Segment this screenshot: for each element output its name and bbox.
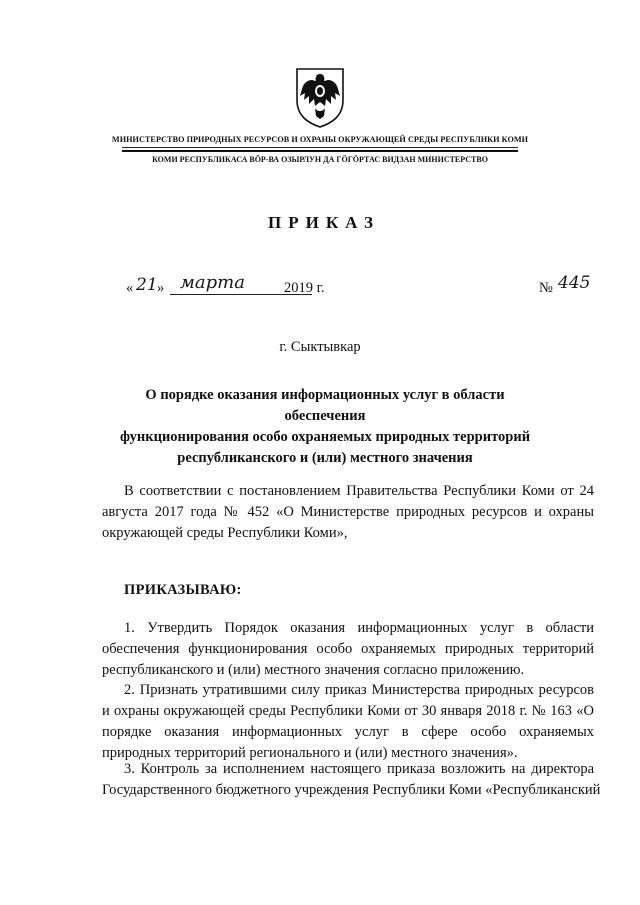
order-title-line: республиканского и (или) местного значения bbox=[177, 450, 473, 466]
number-label: № bbox=[539, 280, 553, 296]
document-year: 2019 г. bbox=[284, 280, 325, 296]
order-item-2 bbox=[102, 680, 594, 764]
quote-close: » bbox=[157, 280, 165, 296]
paragraph-line: Государственного бюджетного учреждения Республики Коми «Республиканский bbox=[102, 782, 601, 798]
date-number-line bbox=[126, 272, 596, 302]
paragraph-line: обеспечения функционирования особо охраняемых природных территорий bbox=[102, 641, 594, 657]
order-item-1 bbox=[102, 618, 594, 681]
paragraph-line: природных территорий регионального и (или) местного значения». bbox=[102, 745, 518, 761]
ministry-name-russian: МИНИСТЕРСТВО ПРИРОДНЫХ РЕСУРСОВ И ОХРАНЫ ОКРУЖАЮЩЕЙ СРЕДЫ РЕСПУБЛИКИ КОМИ bbox=[111, 135, 529, 144]
paragraph-line: порядке оказания информационных услуг в сфере особо охраняемых bbox=[102, 724, 594, 740]
paragraph-line: В соответствии с постановлением Правительства Республики Коми от 24 bbox=[124, 483, 594, 499]
order-title-line: функционирования особо охраняемых природных территорий bbox=[119, 429, 531, 445]
order-title bbox=[110, 385, 540, 469]
paragraph-line: 3. Контроль за исполнением настоящего приказа возложить на директора bbox=[124, 761, 594, 777]
issue-city: г. Сыктывкар bbox=[279, 339, 361, 355]
ministry-name-komi: КОМИ РЕСПУБЛИКАСА ВӦР-ВА ОЗЫРЛУН ДА ГӦГӦРТАС ВИДЗАН МИНИСТЕРСТВО bbox=[152, 155, 488, 164]
paragraph-line: 2. Признать утратившими силу приказ Министерства природных ресурсов bbox=[124, 682, 594, 698]
handwritten-day: 21 bbox=[136, 275, 158, 295]
quote-open: « bbox=[126, 280, 134, 296]
order-item-3 bbox=[102, 759, 601, 801]
paragraph-line: республиканского и (или) местного значения согласно приложению. bbox=[102, 662, 525, 678]
paragraph-line: и охраны окружающей среды Республики Коми от 30 января 2018 г. № 163 «О bbox=[102, 703, 594, 719]
order-title-line: О порядке оказания информационных услуг в области обеспечения bbox=[145, 387, 505, 424]
preamble-paragraph bbox=[102, 481, 594, 544]
order-directive-heading: ПРИКАЗЫВАЮ: bbox=[124, 582, 242, 598]
handwritten-order-number: 445 bbox=[558, 273, 591, 293]
paragraph-line: окружающей среды Республики Коми», bbox=[102, 525, 348, 541]
document-type-heading: ПРИКАЗ bbox=[268, 213, 380, 232]
paragraph-line: 1. Утвердить Порядок оказания информационных услуг в области bbox=[124, 620, 594, 636]
handwritten-month: марта bbox=[180, 272, 245, 293]
komi-republic-coat-of-arms-icon bbox=[294, 66, 346, 128]
paragraph-line: августа 2017 года № 452 «О Министерстве природных ресурсов и охраны bbox=[102, 504, 594, 520]
header-divider-thin bbox=[122, 147, 518, 148]
header-divider-thick bbox=[122, 150, 518, 152]
